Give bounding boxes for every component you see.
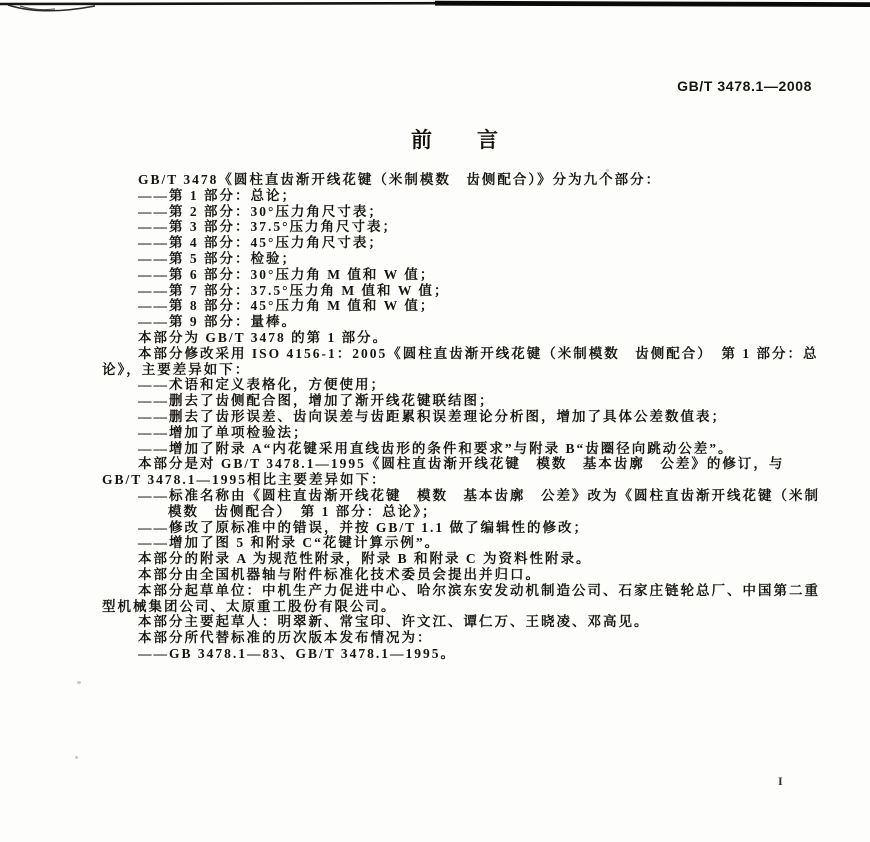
text-line: ——第 4 部分：45°压力角尺寸表； xyxy=(138,235,384,251)
text-line: ——增加了单项检验法； xyxy=(138,424,309,440)
text-line: 本部分是对 GB/T 3478.1—1995《圆柱直齿渐开线花键 模数 基本齿廓 公差》的修订，与 xyxy=(138,456,785,472)
text-line: ——第 9 部分：量棒。 xyxy=(138,314,297,330)
scan-artifact-line xyxy=(0,0,870,20)
text-line: 型机械集团公司、太原重工股份有限公司。 xyxy=(102,598,397,614)
text-line: ——修改了原标准中的错误，并按 GB/T 1.1 做了编辑性的修改； xyxy=(138,519,590,535)
text-line: ——第 3 部分：37.5°压力角尺寸表； xyxy=(138,219,399,235)
text-line: 本部分为 GB/T 3478 的第 1 部分。 xyxy=(138,329,389,345)
text-line: ——第 1 部分：总论； xyxy=(138,187,297,203)
text-line: ——增加了附录 A“内花键采用直线齿形的条件和要求”与附录 B“齿圈径向跳动公差”。 xyxy=(138,440,734,456)
text-line: 本部分由全国机器轴与附件标准化技术委员会提出并归口。 xyxy=(138,566,541,582)
text-line: ——删去了齿形误差、齿向误差与齿距累积误差理论分析图，增加了具体公差数值表； xyxy=(138,408,727,424)
text-line: ——GB 3478.1—83、GB/T 3478.1—1995。 xyxy=(138,645,457,661)
text-line: ——第 6 部分：30°压力角 M 值和 W 值； xyxy=(138,266,436,282)
text-line: 本部分的附录 A 为规范性附录，附录 B 和附录 C 为资料性附录。 xyxy=(138,551,592,567)
page-number: I xyxy=(778,774,783,788)
text-line: 本部分所代替标准的历次版本发布情况为： xyxy=(138,630,433,646)
text-line: ——增加了图 5 和附录 C“花键计算示例”。 xyxy=(138,535,441,551)
text-line: ——第 7 部分：37.5°压力角 M 值和 W 值； xyxy=(138,282,450,298)
text-line: GB/T 3478.1—1995相比主要差异如下： xyxy=(102,472,387,488)
text-line: GB/T 3478《圆柱直齿渐开线花键（米制模数 齿侧配合）》分为九个部分： xyxy=(138,172,662,187)
scan-speck xyxy=(77,681,81,684)
text-line: ——第 8 部分：45°压力角 M 值和 W 值； xyxy=(138,298,436,314)
standard-code-header: GB/T 3478.1—2008 xyxy=(677,78,812,94)
text-line: 本部分主要起草人：明翠新、常宝印、许文江、谭仁万、王晓凌、邓高见。 xyxy=(138,614,650,630)
text-line: ——第 2 部分：30°压力角尺寸表； xyxy=(138,203,384,219)
text-line: ——标准名称由《圆柱直齿渐开线花键 模数 基本齿廓 公差》改为《圆柱直齿渐开线花键（米制 xyxy=(138,487,820,503)
foreword-body xyxy=(102,172,822,662)
text-line: ——删去了齿侧配合图，增加了渐开线花键联结图； xyxy=(138,393,495,409)
text-line: 本部分修改采用 ISO 4156-1：2005《圆柱直齿渐开线花键（米制模数 齿侧配合） 第 1 部分：总 xyxy=(138,345,819,361)
text-line: 论》，主要差异如下： xyxy=(102,361,251,377)
scan-speck xyxy=(606,169,609,172)
text-line: 本部分起草单位：中机生产力促进中心、哈尔滨东安发动机制造公司、石家庄链轮总厂、中国第二重 xyxy=(138,582,820,598)
foreword-title: 前 言 xyxy=(411,129,499,152)
text-line: 模数 齿侧配合） 第 1 部分：总论》； xyxy=(168,503,438,519)
scan-speck xyxy=(75,756,78,759)
text-line: ——术语和定义表格化，方便使用； xyxy=(138,377,386,393)
text-line: ——第 5 部分：检验； xyxy=(138,250,297,266)
